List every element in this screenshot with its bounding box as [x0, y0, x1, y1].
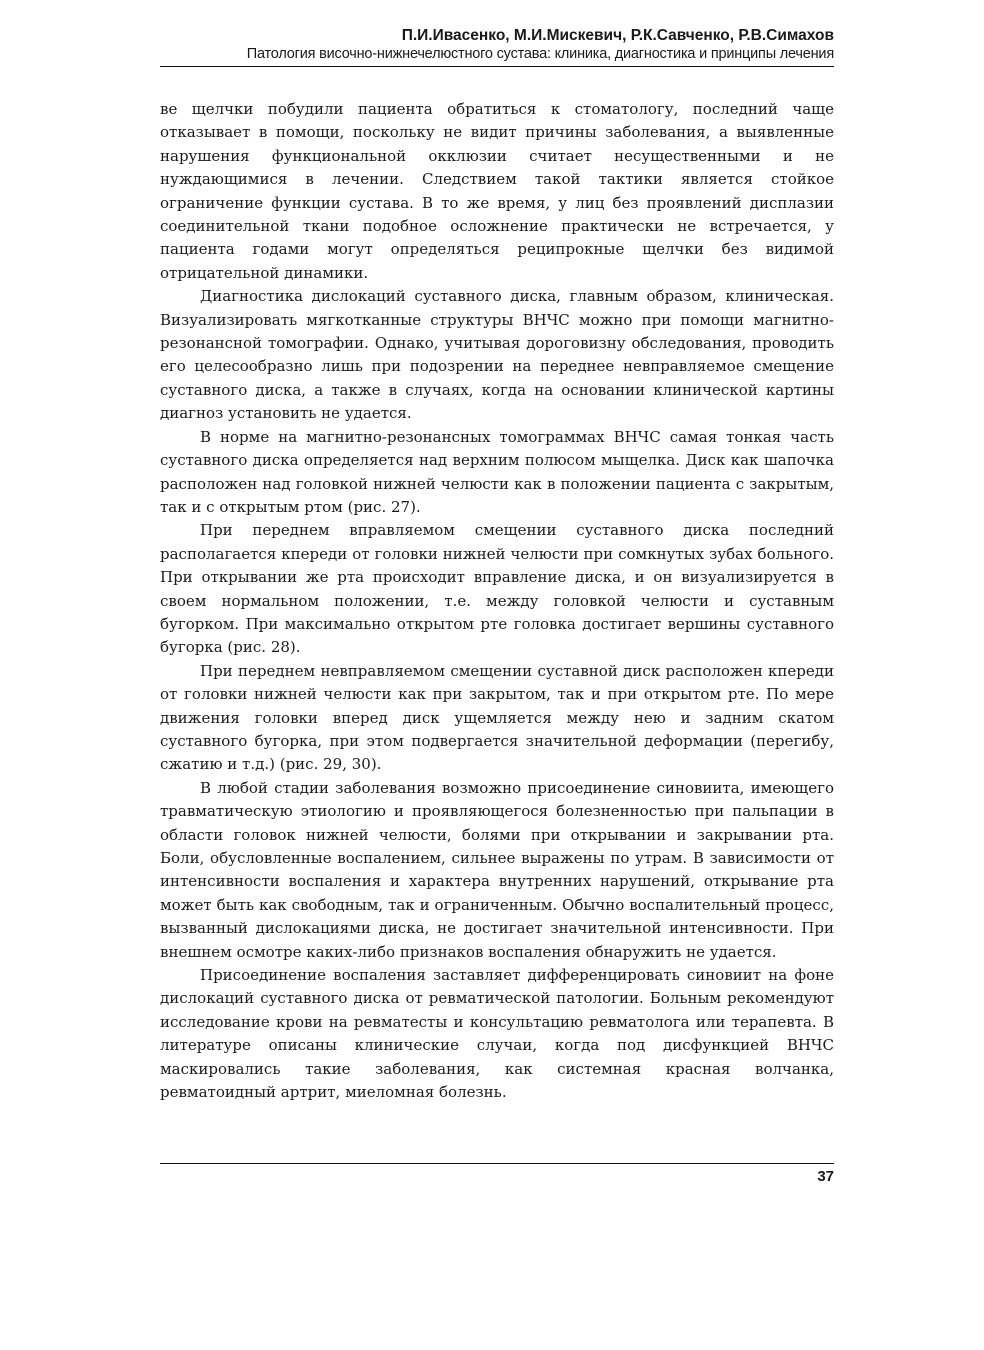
paragraph-5: При переднем невправляемом смещении суставной диск расположен кпереди от головки нижней челюсти как при закрытом, так и при открытом рте. По мере движения головки вперед диск ущемляется между нею и задним скатом суставного бугорка, при этом подвергается значительной деформации (перегибу, сжатию и т.д.) (рис. 29, 30).: [160, 661, 834, 774]
paragraph-7: Присоединение воспаления заставляет дифференцировать синовиит на фоне дислокаций суставного диска от ревматической патологии. Больным рекомендуют исследование крови на ревматесты и консультацию ревматолога или терапевта. В литературе описаны клинические случаи, когда под дисфункцией ВНЧС маскировались такие заболевания, как системная красная волчанка, ревматоидный артрит, миеломная болезнь.: [160, 966, 834, 1102]
paragraph-1: ве щелчки побудили пациента обратиться к стоматологу, последний чаще отказывает в помощи, поскольку не видит причины заболевания, а выявленные нарушения функциональной окклюзии считает несущественными и не нуждающимися в лечении. Следствием такой тактики является стойкое ограничение функции сустава. В то же время, у лиц без проявлений дисплазии соединительной ткани подобное осложнение практически не встречается, у пациента годами могут определяться реципрокные щелчки без видимой отрицательной динамики.: [160, 100, 834, 282]
body-text: [160, 98, 834, 1104]
paragraph-2: Диагностика дислокаций суставного диска, главным образом, клиническая. Визуализировать мягкотканные структуры ВНЧС можно при помощи магнитно-резонансной томографии. Однако, учитывая дороговизну обследования, проводить его целесообразно лишь при подозрении на переднее невправляемое смещение суставного диска, а также в случаях, когда на основании клинической картины диагноз установить не удается.: [160, 287, 834, 423]
header-authors: П.И.Ивасенко, М.И.Мискевич, Р.К.Савченко, Р.В.Симахов: [401, 27, 834, 44]
header-rule: [160, 66, 834, 67]
paragraph-3: В норме на магнитно-резонансных томограммах ВНЧС самая тонкая часть суставного диска определяется над верхним полюсом мыщелка. Диск как шапочка расположен над головкой нижней челюсти как в положении пациента с закрытым, так и с открытым ртом (рис. 27).: [160, 427, 834, 516]
footer-rule: [160, 1163, 834, 1164]
header-subtitle: Патология височно-нижнечелюстного сустава: клиника, диагностика и принципы лечения: [246, 46, 834, 62]
page-number: 37: [817, 1168, 834, 1185]
paragraph-6: В любой стадии заболевания возможно присоединение синовиита, имеющего травматическую этиологию и проявляющегося болезненностью при пальпации в области головок нижней челюсти, болями при открывании и закрывании рта. Боли, обусловленные воспалением, сильнее выражены по утрам. В зависимости от интенсивности воспаления и характера внутренних нарушений, открывание рта может быть как свободным, так и ограниченным. Обычно воспалительный процесс, вызванный дислокациями диска, не достигает значительной интенсивности. При внешнем осмотре каких-либо признаков воспаления обнаружить не удается.: [160, 778, 834, 961]
running-header: [160, 26, 834, 63]
paragraph-4: При переднем вправляемом смещении суставного диска последний располагается кпереди от головки нижней челюсти при сомкнутых зубах больного. При открывании же рта происходит вправление диска, и он визуализируется в своем нормальном положении, т.е. между головкой челюсти и суставным бугорком. При максимально открытом рте головка достигает вершины суставного бугорка (рис. 28).: [160, 521, 834, 657]
